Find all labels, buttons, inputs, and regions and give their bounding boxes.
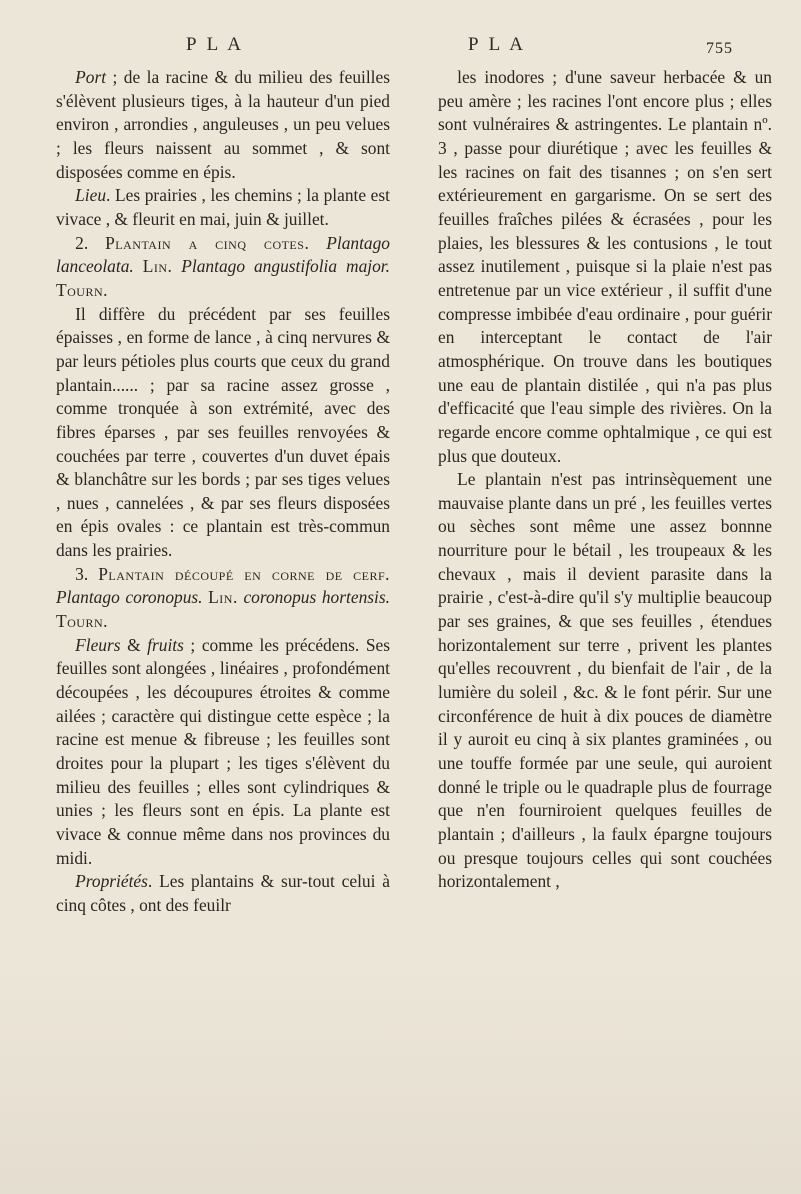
paper-stain: [0, 954, 801, 1194]
left-column-paragraph: [56, 66, 390, 184]
italic-text: coronopus hortensis.: [243, 587, 390, 608]
body-text: Le plantain n'est pas intrinsèquement une mauvaise plante dans un pré , les feuilles vertes ou sèches sont même une assez bonnne nourriture pour le bétail , les troupeaux & les chevaux , mais il devient parasite dans la prairie , c'est-à-dire qu'il s'y multiplie beaucoup par ses graines, & que ses feuilles , étendues horizontalement sur terre , privent les plantes qu'elles recouvrent , du bienfait de l'air , de la lumière du soleil , &c. & le font périr. Sur une circonférence de huit à dix pouces de diamètre il y auroit eu cinq à six plantes graminées , ou une touffe formée par une seule, qui auroient donné le triple ou le quadraple plus de fourrage que n'en fourniroient quelques feuilles de plantain ; d'ailleurs , la faulx épargne toujours ou presque toujours celles qui sont couchées horizontalement ,: [438, 469, 772, 892]
italic-text: Plantago coronopus.: [56, 587, 203, 608]
body-text: 2.: [75, 232, 106, 253]
body-text: ; comme les précédens. Ses feuilles sont alongées , linéaires , profondément découpées , les découpures étroites & comme ailées ; caractère qui distingue cette espèce ; la racine est menue & fibreuse ; les feuilles sont droites pour la plupart ; les tiges s'élèvent du milieu des feuilles ; elles sont cylindriques & unies ; les fleurs sont en épis. La plante est vivace & connue même dans nos provinces du midi.: [56, 634, 390, 868]
small-caps-text: Lin.: [208, 587, 238, 608]
italic-text: Fleurs: [75, 634, 121, 655]
running-head-left: P L A: [186, 34, 244, 55]
small-caps-text: Lin.: [142, 256, 173, 277]
left-column-paragraph: [56, 634, 390, 871]
body-text: Il diffère du précédent par ses feuilles épaisses , en forme de lance , à cinq nervures & par leurs pétioles plus courts que ceux du grand plantain...... ; par sa racine assez grosse , comme tronquée à son extrémité, avec des fibres éparses , par ses feuilles renvoyées & couchées par terre , couvertes d'un duvet épais & blanchâtre sur les bords ; par ses tiges velues , nues , cannelées , & par ses fleurs disposées en épis ovales : ce plantain est très-commun dans les prairies.: [56, 303, 390, 561]
small-caps-text: Plantain a cinq cotes.: [105, 232, 310, 253]
left-column: [56, 66, 390, 918]
left-column-paragraph: [56, 563, 390, 634]
italic-text: fruits: [147, 634, 184, 655]
italic-text: Propriétés: [75, 871, 148, 892]
body-text: . Les plantains & sur-tout celui à cinq côtes , ont des feuilr: [56, 871, 390, 915]
italic-text: Plantago lanceolata.: [56, 232, 390, 277]
italic-text: Lieu: [75, 185, 107, 206]
body-text: [172, 256, 181, 276]
italic-text: Plantago angustifolia major.: [181, 256, 390, 277]
right-column-paragraph: [438, 66, 772, 468]
body-text: [309, 233, 326, 253]
small-caps-text: Plantain découpé en corne de cerf.: [98, 563, 390, 584]
left-column-paragraph: [56, 184, 390, 231]
right-column: [438, 66, 772, 894]
body-text: 3.: [75, 563, 99, 584]
left-column-paragraph: [56, 870, 390, 917]
small-caps-text: Tourn.: [56, 611, 108, 632]
body-text: &: [120, 634, 148, 655]
body-text: [134, 256, 143, 276]
body-text: . Les prairies , les chemins ; la plante est vivace , & fleurit en mai, juin & juillet.: [56, 185, 390, 229]
body-text: les inodores ; d'une saveur herbacée & un peu amère ; les racines l'ont encore plus ; elles sont vulnéraires & astringentes. Le plantain nº. 3 , passe pour diurétique ; avec les feuilles & les racines on fait des tisannes ; on s'en sert extérieurement en gargarisme. On se sert des feuilles fraîches pilées & écrasées , pour les plaies, les blessures & les contusions , le tout assez inutilement , puisque si la plaie n'est pas entretenue par un vice extérieur , il suffit d'une compresse imbibée d'eau ordinaire , pour guérir en interceptant le contact de l'air atmosphérique. On trouve dans les boutiques une eau de plantain distilée , qui n'a pas plus d'efficacité que l'eau simple des rivières. On la regarde encore comme ophtalmique , ce qui est plus que douteux.: [438, 67, 772, 466]
page-number: 755: [706, 40, 733, 57]
left-column-paragraph: [56, 303, 390, 563]
right-column-paragraph: [438, 468, 772, 894]
small-caps-text: Tourn.: [56, 279, 108, 300]
body-text: ; de la racine & du milieu des feuilles s'élèvent plusieurs tiges, à la hauteur d'un pied environ , arrondies , anguleuses , un peu velues ; les fleurs naissent au sommet , & sont disposées comme en épis.: [56, 67, 390, 182]
running-head-right: P L A: [468, 34, 526, 55]
left-column-paragraph: [56, 232, 390, 303]
italic-text: Port: [75, 67, 107, 87]
